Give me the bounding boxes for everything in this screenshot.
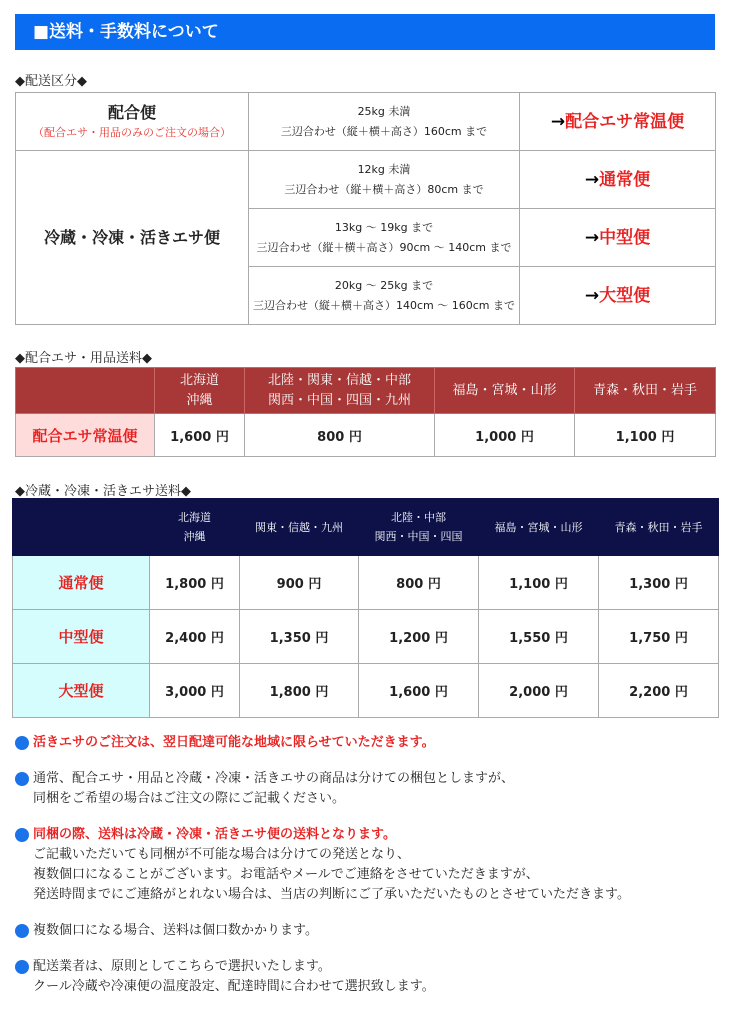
note-line: 発送時間までにご連絡がとれない場合は、当店の判断にご了承いただいたものとさせていただきます。 [33,887,630,902]
note-line: クール冷蔵や冷凍便の温度設定、配達時間に合わせて選択致します。 [33,979,435,994]
arrow: → [584,227,600,248]
delivery-type-cell [520,93,716,151]
category-title: 配合便 [107,102,156,122]
price-cell: 1,600 円 [155,414,245,457]
region-header: 関東・信越・九州 [240,499,359,556]
delivery-type-cell [520,151,716,209]
note-line: ご記載いただいても同梱が不可能な場合は分けての発送となり、 [33,847,411,862]
region-header: 青森・秋田・岩手 [599,499,719,556]
price-cell: 3,000 円 [150,664,240,718]
region-header: 福島・宮城・山形 [479,499,599,556]
price-cell: 1,750 円 [599,610,719,664]
price-cell: 1,300 円 [599,556,719,610]
size-cell [249,93,520,151]
section-title-delivery-class: ◆配送区分◆ [15,74,87,89]
note-line: 通常、配合エサ・用品と冷蔵・冷凍・活きエサの商品は分けての梱包としますが、 [33,771,515,786]
note-line: 同梱の際、送料は冷蔵・冷凍・活きエサ便の送料となります。 [33,827,396,842]
size-cell [249,151,520,209]
header-blank [13,499,150,556]
row-label: 配合エサ常温便 [16,414,155,457]
row-label: 大型便 [13,664,150,718]
price-cell: 1,800 円 [240,664,359,718]
header-blank [16,368,155,414]
size-dims: 三辺合わせ（縦＋横＋高さ）90cm 〜 140cm まで [256,240,512,254]
size-dims: 三辺合わせ（縦＋横＋高さ）160cm まで [280,124,488,138]
price-cell: 1,350 円 [240,610,359,664]
delivery-type: 中型便 [599,227,651,248]
note-item [15,921,715,941]
arrow: → [550,111,566,132]
delivery-type: 配合エサ常温便 [565,111,685,132]
arrow: → [584,169,600,190]
price-cell: 800 円 [359,556,479,610]
size-dims: 三辺合わせ（縦＋横＋高さ）140cm 〜 160cm まで [252,298,515,312]
category-chilled [16,151,249,325]
note-line: 活きエサのご注文は、翌日配達可能な地域に限らせていただきます。 [33,735,435,750]
price-cell: 800 円 [245,414,435,457]
category-note: （配合エサ・用品のみのご注文の場合） [33,125,231,139]
size-weight: 20kg 〜 25kg まで [334,278,434,292]
row-label: 通常便 [13,556,150,610]
size-weight: 25kg 未満 [357,104,411,118]
section-title-mixed-shipping: ◆配合エサ・用品送料◆ [15,351,152,366]
region-header: 青森・秋田・岩手 [575,368,716,414]
bullet-icon [15,924,29,938]
section-title-chilled-shipping: ◆冷蔵・冷凍・活きエサ送料◆ [15,484,191,499]
delivery-type: 通常便 [599,169,651,190]
mixed-shipping-table [15,367,716,457]
price-cell: 2,000 円 [479,664,599,718]
note-item [15,769,715,809]
bullet-icon [15,960,29,974]
delivery-type-cell [520,267,716,325]
size-weight: 12kg 未満 [357,162,411,176]
price-cell: 1,100 円 [575,414,716,457]
notes-list [15,733,715,1011]
size-dims: 三辺合わせ（縦＋横＋高さ）80cm まで [284,182,484,196]
bullet-icon [15,772,29,786]
region-header: 北海道 沖縄 [155,368,245,414]
row-label: 中型便 [13,610,150,664]
region-header: 北海道 沖縄 [150,499,240,556]
category-title: 冷蔵・冷凍・活きエサ便 [43,227,220,247]
region-header: 北陸・中部 関西・中国・四国 [359,499,479,556]
price-cell: 1,550 円 [479,610,599,664]
bullet-icon [15,828,29,842]
page-title: ■送料・手数料について [15,14,715,50]
price-cell: 1,800 円 [150,556,240,610]
note-line: 複数個口になる場合、送料は個口数かかります。 [33,923,318,938]
delivery-class-table [15,92,716,325]
delivery-type: 大型便 [599,285,651,306]
price-cell: 2,200 円 [599,664,719,718]
price-cell: 2,400 円 [150,610,240,664]
bullet-icon [15,736,29,750]
region-header: 北陸・関東・信越・中部 関西・中国・四国・九州 [245,368,435,414]
arrow: → [584,285,600,306]
note-line: 配送業者は、原則としてこちらで選択いたします。 [33,959,331,974]
category-mixed [16,93,249,151]
price-cell: 900 円 [240,556,359,610]
delivery-type-cell [520,209,716,267]
size-cell [249,209,520,267]
price-cell: 1,100 円 [479,556,599,610]
size-cell [249,267,520,325]
region-header: 福島・宮城・山形 [435,368,575,414]
price-cell: 1,200 円 [359,610,479,664]
note-item [15,825,715,905]
note-item [15,733,715,753]
note-line: 複数個口になることがございます。お電話やメールでご連絡をさせていただきますが、 [33,867,539,882]
price-cell: 1,000 円 [435,414,575,457]
chilled-shipping-table [12,498,719,718]
note-item [15,957,715,997]
size-weight: 13kg 〜 19kg まで [334,220,434,234]
price-cell: 1,600 円 [359,664,479,718]
note-line: 同梱をご希望の場合はご注文の際にご記載ください。 [33,791,346,806]
